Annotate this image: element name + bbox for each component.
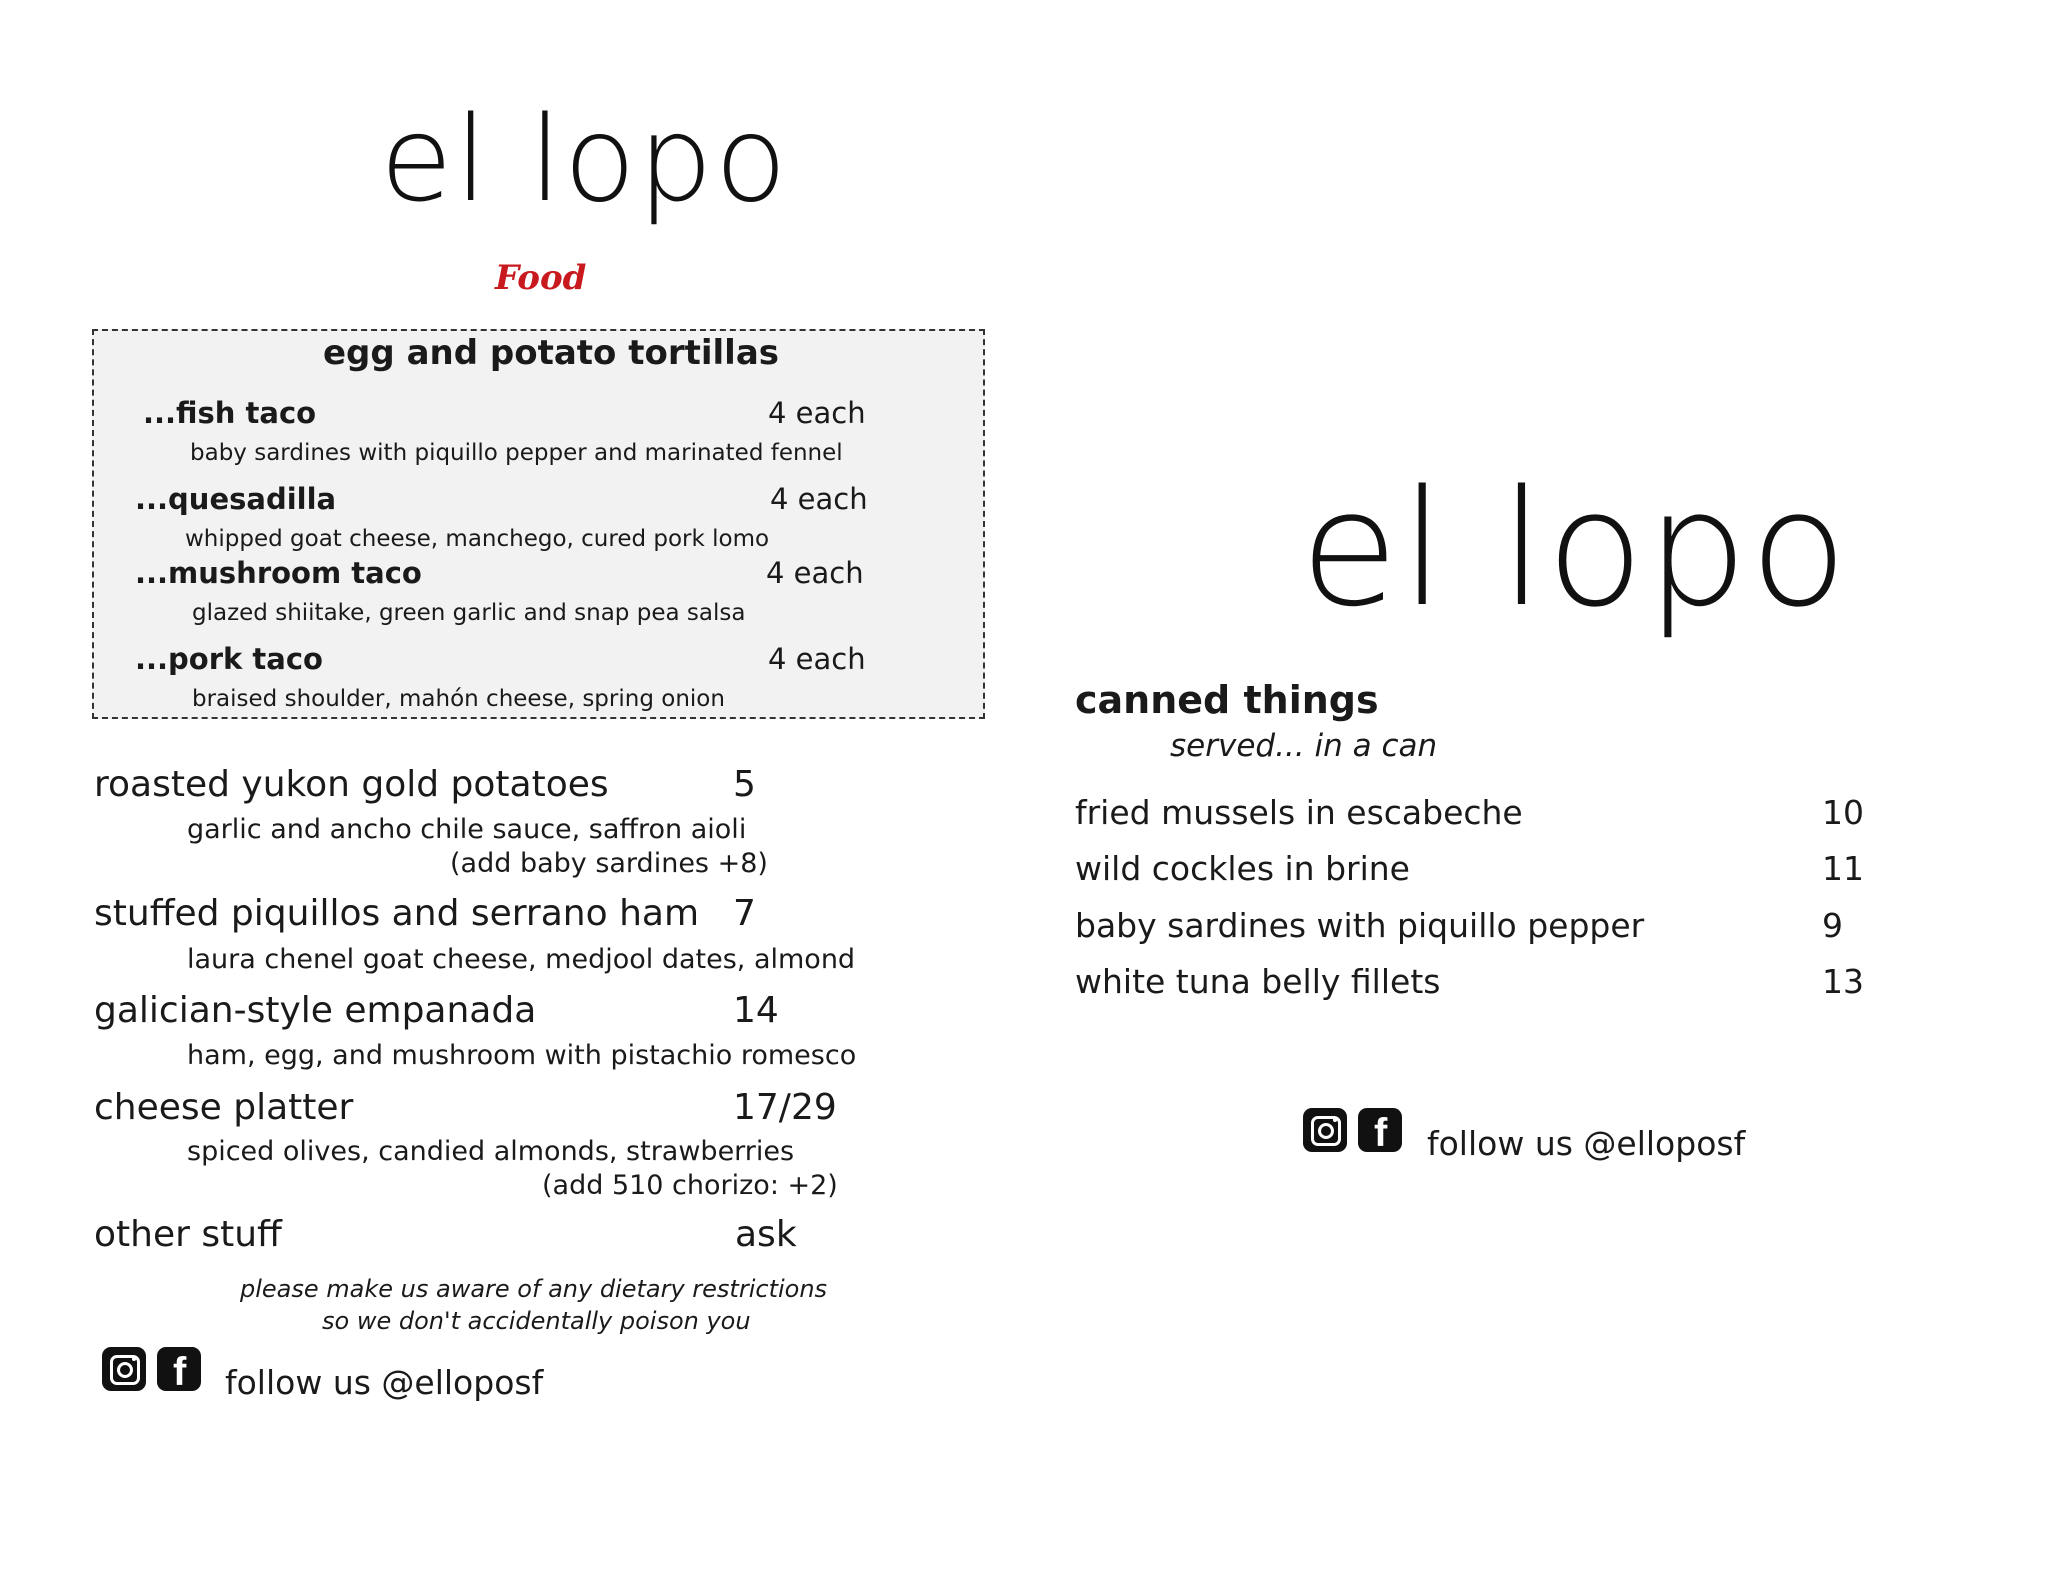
menu-item-price: 14 [733, 990, 779, 1031]
menu-item-name: roasted yukon gold potatoes [94, 764, 609, 805]
menu-item-description: laura chenel goat cheese, medjool dates, almond [187, 944, 856, 975]
menu-item-extra: (add 510 chorizo: +2) [542, 1170, 838, 1201]
tortillas-title: egg and potato tortillas [323, 333, 780, 373]
follow-us-text: follow us @elloposf [225, 1363, 544, 1402]
menu-item-name: cheese platter [94, 1087, 354, 1128]
right-logo: el lopo [1300, 455, 1850, 642]
menu-item-description: ham, egg, and mushroom with pistachio romesco [187, 1040, 857, 1071]
taco-description: whipped goat cheese, manchego, cured pork lomo [185, 526, 770, 552]
menu-item-price: 7 [733, 893, 756, 934]
canned-item-name: white tuna belly fillets [1075, 962, 1441, 1001]
taco-description: baby sardines with piquillo pepper and marinated fennel [190, 440, 843, 466]
taco-name: ...quesadilla [135, 482, 337, 516]
canned-item-name: wild cockles in brine [1075, 849, 1410, 888]
canned-item-name: baby sardines with piquillo pepper [1075, 906, 1645, 945]
taco-name: ...mushroom taco [135, 556, 422, 590]
menu-item-extra: (add baby sardines +8) [450, 848, 768, 879]
taco-price: 4 each [768, 396, 866, 430]
menu-item-description: garlic and ancho chile sauce, saffron aioli [187, 814, 747, 845]
taco-price: 4 each [770, 482, 868, 516]
taco-description: glazed shiitake, green garlic and snap pea salsa [192, 600, 746, 626]
dietary-note: please make us aware of any dietary restrictions [240, 1275, 828, 1303]
canned-item-price: 13 [1822, 962, 1864, 1001]
dietary-note: so we don't accidentally poison you [322, 1307, 751, 1335]
menu-item-price: ask [735, 1214, 797, 1255]
menu-item-description: spiced olives, candied almonds, strawberries [187, 1136, 795, 1167]
menu-item-name: other stuff [94, 1214, 282, 1255]
canned-things-title: canned things [1075, 678, 1379, 722]
menu-item-price: 17/29 [733, 1087, 837, 1128]
taco-price: 4 each [766, 556, 864, 590]
canned-item-price: 11 [1822, 849, 1864, 888]
taco-price: 4 each [768, 642, 866, 676]
instagram-icon[interactable] [1303, 1108, 1347, 1152]
menu-item-name: galician-style empanada [94, 990, 537, 1031]
facebook-icon[interactable]: f [157, 1347, 201, 1391]
left-logo: el lopo [380, 90, 789, 228]
taco-name: ...fish taco [143, 396, 317, 430]
food-section-label: Food [495, 258, 587, 298]
follow-us-text: follow us @elloposf [1427, 1124, 1746, 1163]
taco-description: braised shoulder, mahón cheese, spring onion [192, 686, 725, 712]
taco-name: ...pork taco [135, 642, 323, 676]
canned-things-subtitle: served... in a can [1170, 728, 1438, 764]
canned-item-price: 9 [1822, 906, 1843, 945]
instagram-icon[interactable] [102, 1347, 146, 1391]
canned-item-price: 10 [1822, 793, 1864, 832]
canned-item-name: fried mussels in escabeche [1075, 793, 1523, 832]
facebook-icon[interactable]: f [1358, 1108, 1402, 1152]
menu-item-name: stuffed piquillos and serrano ham [94, 893, 700, 934]
menu-item-price: 5 [733, 764, 756, 805]
